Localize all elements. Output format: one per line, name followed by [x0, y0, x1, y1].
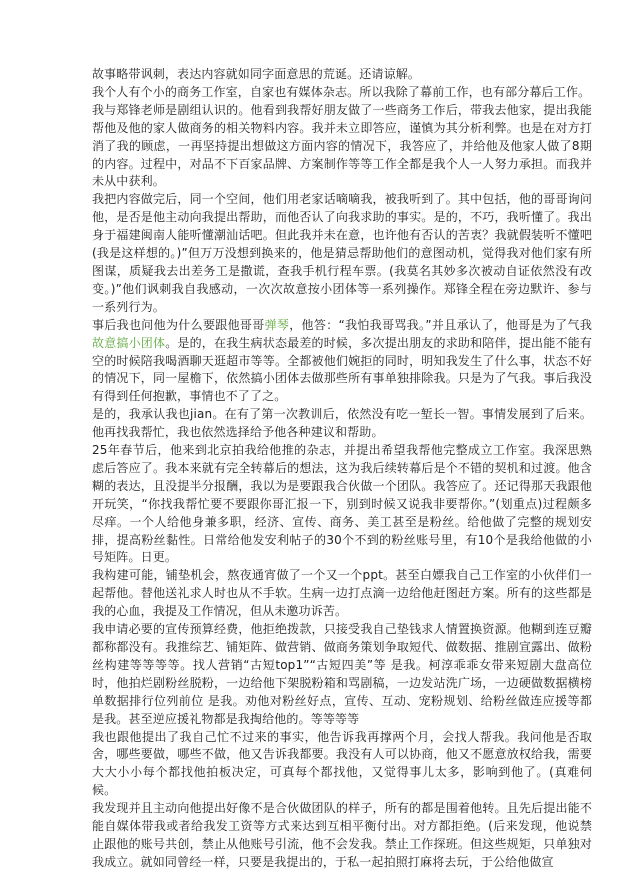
paragraph-2: 我个人有个小的商务工作室，自家也有媒体杂志。所以我除了幕前工作，也有部分幕后工作。	[92, 84, 591, 99]
paragraph-7: 25年春节后，他来到北京拍我给他推的杂志，并提出希望我帮他完整成立工作室。我深思熟虑后答应了。我本来就有完全转幕后的想法，这为我后续转幕后是个不错的契机和过渡。他含糊的表达，且没提半分报酬，我以为是要跟我合伙做一个团队。我答应了。还记得那天我跟他开玩笑，“你找我帮忙要不要跟你哥汇报一下，别到时候又说我非要帮你。”(划重点)过程颇多尽痒。一个人给他身兼多职，经济、宣传、商务、美工甚至是粉丝。给他做了完整的规划安排，提高粉丝黏性。日常给他发安利帖子的30个不到的粉丝账号里，有10个是我给他做的小号矩阵。日更。	[92, 443, 592, 565]
paragraph-3: 我与郑锋老师是剧组认识的。他看到我帮好朋友做了一些商务工作后，带我去他家，提出我能帮他及他的家人做商务的相关物料内容。我并未立即答应，谨慎为其分析利弊。也是在对方打消了我的顾虑，一再坚持提出想做这方面内容的情况下，我答应了，并给他及他家人做了8期的内容。过程中，对品不下百家品牌、方案制作等等工作全都是我个人一人努力承担。而我并未从中获利。	[92, 102, 592, 189]
paragraph-10: 我也跟他提出了我自己忙不过来的事实，他告诉我再撑两个月，会找人帮我。我问他是否取舍，哪些要做，哪些不做，他又告诉我都要。我没有人可以协商，他又不愿意放权给我，需要大大小小每个都找他拍板决定，可真每个都找他，又觉得事儿太多，影响到他了。(真难伺候。	[92, 729, 592, 798]
highlighted-word: 弹琴	[264, 317, 290, 332]
paragraph-5	[92, 317, 592, 407]
paragraph-4: 我把内容做完后，同一个空间，他们用老家话嘀嘀我，被我听到了。其中包括，他的哥哥询问他，是否是他主动向我提出帮助，而他否认了向我求助的事实。是的，不巧，我听懂了。我出身于福建闽南人能听懂潮汕话吧。但此我并未在意，也许他有否认的苦衷？我就假装听不懂吧(我是这样想的。)”但万万没想到换来的，他是猜忌帮助他们的意图动机，觉得我对他们家有所图谋，质疑我去出差务工是撒谎，查我手机行程车票。(我莫名其妙多次被动自证依然没有改变。)”他们讽刺我自我感动，一次次故意按小团体等一系列操作。郑锋全程在旁边默许、参与一系列行为。	[92, 192, 592, 314]
highlighted-phrase: 故意搞小团体	[92, 335, 166, 350]
paragraph-9: 我申请必要的宣传预算经费，他拒绝拨款，只接受我自己垫钱求人情置换资源。他糊到连豆瓣都称都没有。我推综艺、铺矩阵、做营销、做商务策划争取短代、做数据、推剧宣露出、做粉丝构建等等等等。找人营销“古短top1”“古短四美”等 是我。柯淳乖乖女带来短剧大盘高位时，他拍烂剧粉丝脱粉，一边给他下架脱粉箱和骂剧稿，一边发站洗广场，一边硬做数据横榜单数据排行位列前位 是我。劝他对粉丝好点，宣传、互动、宠粉规划、给粉丝做连应援等都是我。甚至逆应援礼物都是我掏给他的。等等等等	[92, 622, 592, 726]
paragraph-5-text-c: 。是的，在我生病状态最差的时候，多次提出朋友的求助和陪伴，提出能不能有空的时候陪我喝酒聊天逛超市等等。全都被他们婉拒的同时，明知我发生了什么事，状态不好的情况下，同一屋檐下，依然搞小团体去做那些所有事单独排除我。只是为了气我。事后我没有得到任何抱歉，事情也不了了之。	[92, 335, 592, 404]
paragraph-5-text-a: 事后我也问他为什么要跟他哥哥	[92, 317, 265, 332]
paragraph-8: 我构建可能，铺垫机会，熬夜通宵做了一个又一个ppt。甚至白嫖我自己工作室的小伙伴们一起帮他。替他送礼求人时也从不手软。生病一边打点滴一边给他赶图赶方案。所有的这些都是我的心血，我提及工作情况，但从未邀功诉苦。	[92, 568, 592, 619]
paragraph-1: 故事略带讽刺，表达内容就如同字面意思的荒诞。还请谅解。	[92, 67, 421, 81]
paragraph-6: 是的，我承认我也jian。在有了第一次教训后，依然没有吃一堑长一智。事情发展到了后来。他再找我帮忙，我也依然选择给予他各种建议和帮助。	[92, 407, 592, 440]
paragraph-5-text-b: ，他答：“我怕我哥骂我。”并且承认了，他哥是为了气我	[289, 317, 592, 332]
paragraph-11: 我发现并且主动向他提出好像不是合伙做团队的样子，所有的都是围着他转。且先后提出能不能自媒体带我或者给我发工资等方式来达到互相平衡付出。对方都拒绝。(后来发现，他说禁止跟他的账号共创，禁止从他账号引流，他不会发我。禁止工作探班。但这些规矩，只单独对我成立。就如同曾经一样，只要是我提出的，于私一起拍照打麻将去玩，于公给他做宣	[92, 801, 592, 869]
